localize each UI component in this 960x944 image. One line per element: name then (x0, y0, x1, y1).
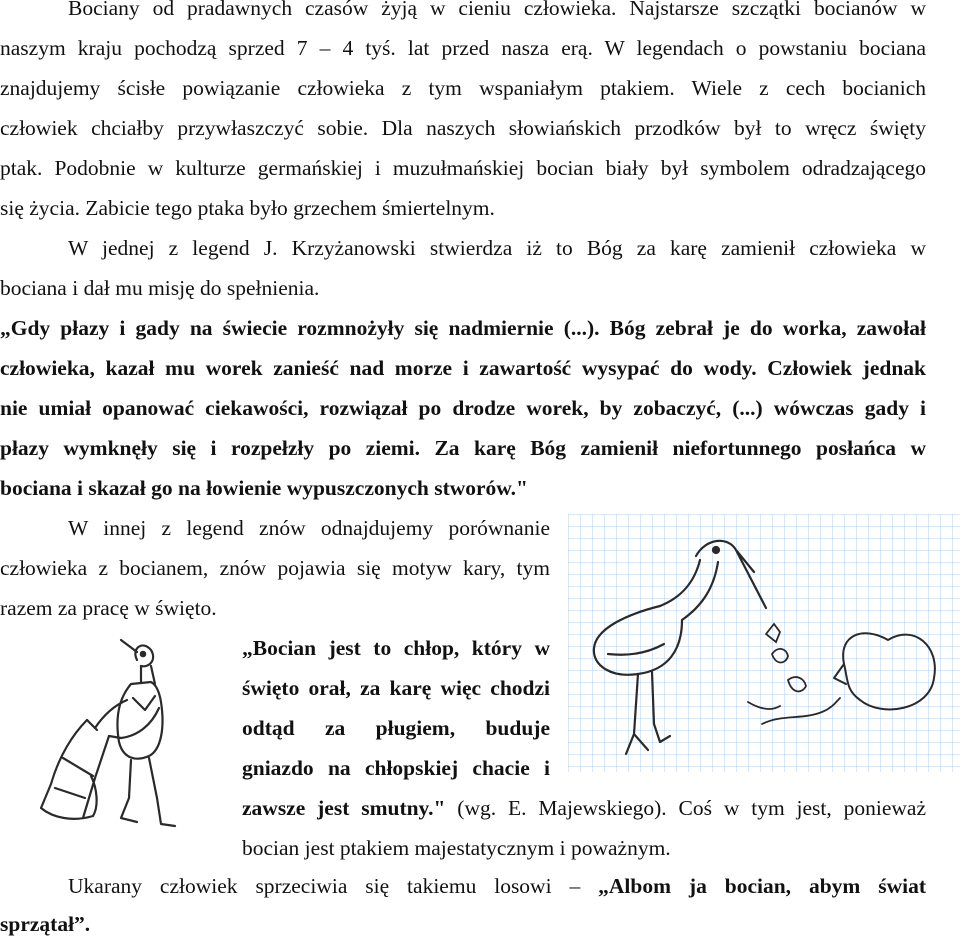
paragraph-2-line-1: W jednej z legend J. Krzyżanowski stwierdza iż to Bóg za karę zamienił człowieka w (68, 236, 926, 260)
legend-quote-line-4: płazy wymknęły się i rozpełzły po ziemi. Za karę Bóg zamienił niefortunnego posłańca w (0, 436, 926, 460)
legend-quote-line-1: „Gdy płazy i gady na świecie rozmnożyły się nadmiernie (...). Bóg zebrał je do worka, zawołał (0, 316, 926, 340)
stork-man-body (118, 682, 163, 759)
paragraph-4-line-2: bocian jest ptakiem majestatycznym i poważnym. (242, 836, 671, 860)
paragraph-1-line-2: naszym kraju pochodzą sprzed 7 – 4 tyś. lat przed nasza erą. W legendach o powstaniu bociana (0, 36, 926, 60)
stork-man-beak (121, 640, 137, 652)
paragraph-3-line-3: razem za pracę w święto. (0, 596, 217, 620)
plow-drawing (33, 638, 193, 848)
paragraph-2-line-2: bociana i dał mu misję do spełnienia. (0, 276, 320, 300)
legend-quote-line-5: bociana i skazał go na łowienie wypuszczonych stworów." (0, 476, 528, 500)
graph-paper-grid (568, 514, 960, 772)
plow-quote-line-3: odtąd za pługiem, buduje (242, 716, 550, 740)
paragraph-1-line-6: się życia. Zabicie tego ptaka było grzechem śmiertelnym. (0, 196, 495, 220)
plow-quote-line-1: „Bocian jest to chłop, który w (242, 636, 550, 660)
paragraph-5-quote: „Albom ja bocian, abym świat (598, 874, 926, 898)
paragraph-1-line-4: człowiek chciałby przywłaszczyć sobie. Dla naszych słowiańskich przodków był to wręcz święty (0, 116, 926, 140)
legend-quote-line-3: nie umiał opanować ciekawości, rozwiązał po drodze worek, by zobaczyć, (...) wówczas gady i (0, 396, 926, 420)
paragraph-1-line-5: ptak. Podobnie w kulturze germańskiej i muzułmańskiej bocian biały był symbolem odradzającego (0, 156, 926, 180)
plow-quote-line-4: gniazdo na chłopskiej chacie i (242, 756, 550, 780)
paragraph-3-line-1: W innej z legend znów odnajdujemy porównanie (68, 516, 550, 540)
plow-handles (87, 720, 121, 738)
stork-drawing (568, 514, 960, 772)
plow-quote-source: (wg. E. Majewskiego). Coś w tym jest, ponieważ (445, 796, 926, 820)
paragraph-5-text: Ukarany człowiek sprzeciwia się takiemu losowi – (68, 874, 599, 898)
plow-quote-line-5 (242, 788, 926, 828)
paragraph-5-line-1 (0, 866, 926, 906)
legend-quote-line-2: człowieka, kazał mu worek zanieść nad morze i zawartość wysypać do wody. Człowiek jednak (0, 356, 926, 380)
paragraph-3-line-2: człowieka z bocianem, znów pojawia się motyw kary, tym (0, 556, 550, 580)
paragraph-1-line-3: znajdujemy ścisłe powiązanie człowieka z tym wspaniałym ptakiem. Wiele z cech bocianich (0, 76, 926, 100)
paragraph-5-line-2: sprzątał”. (0, 912, 91, 936)
plow-quote-end: zawsze jest smutny." (242, 796, 446, 820)
paragraph-1-line-1: Bociany od pradawnych czasów żyją w cieniu człowieka. Najstarsze szczątki bocianów w (68, 0, 926, 20)
plow-quote-line-2: święto orał, za karę więc chodzi (242, 676, 550, 700)
